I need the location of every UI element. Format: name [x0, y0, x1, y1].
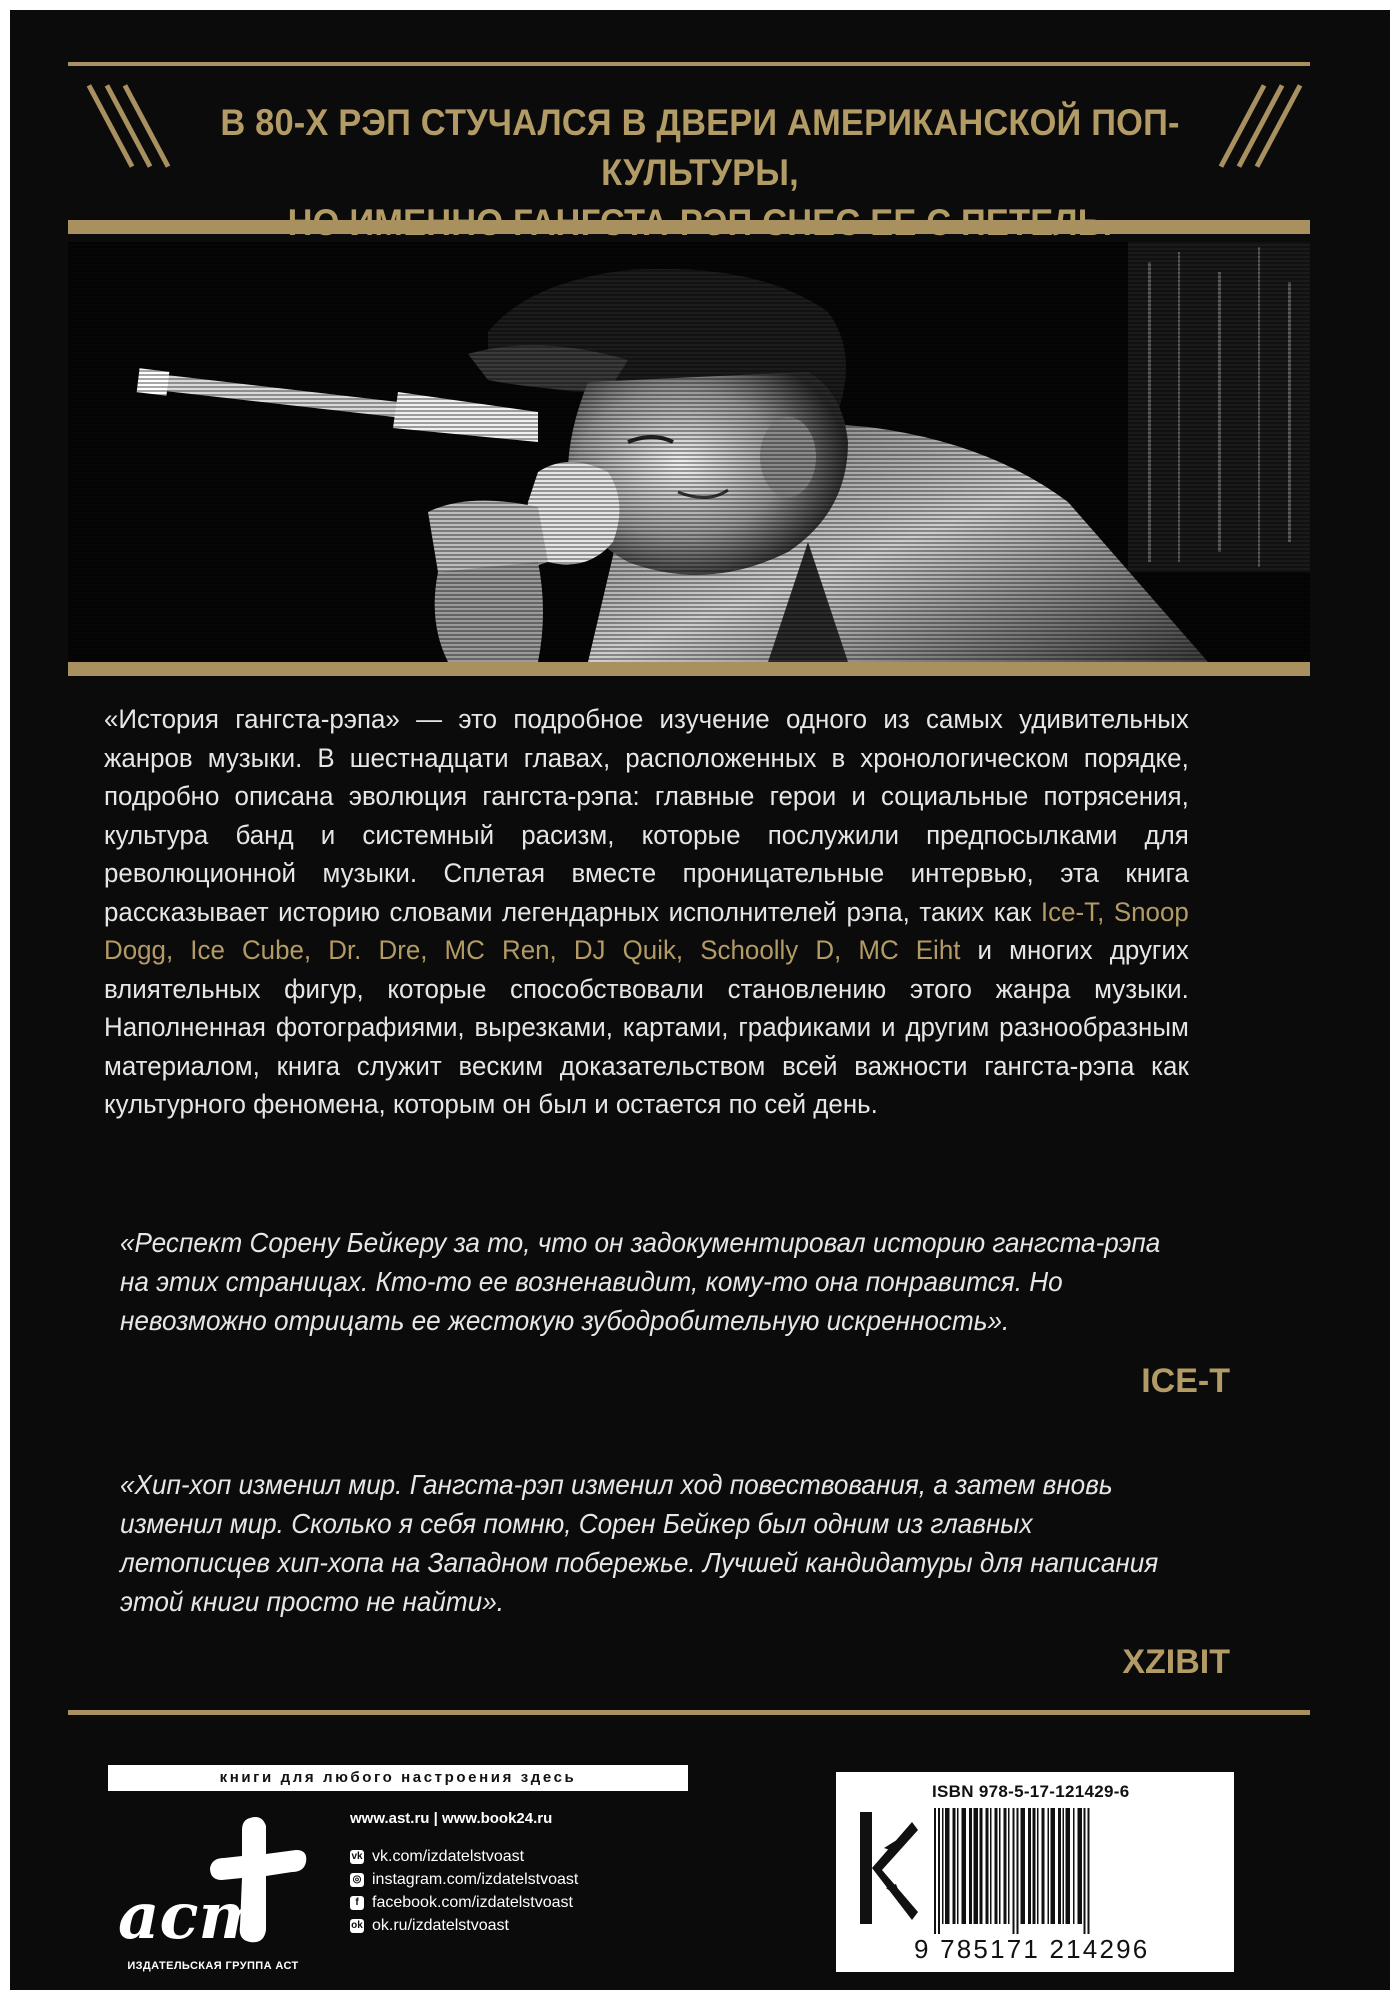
- isbn-number: ISBN 978-5-17-121429-6: [932, 1782, 1130, 1801]
- barcode-bar: [1004, 1808, 1007, 1924]
- barcode-bar: [1033, 1808, 1036, 1924]
- description-part-1: «История гангста-рэпа» — это подробное изучение одного из самых удивительных жанров музыки. В шестнадцати главах, расположенных в хронологическом порядке, подробно описана эволюция гангста-рэпа: главные герои и социальные потрясения, культура банд и системный расизм, которые послужили предпосылками для революционной музыки. Сплетая вместе проницательные интервью, эта книга рассказывает историю словами легендарных исполнителей рэпа, таких как: [104, 704, 1189, 927]
- barcode-bar: [1078, 1808, 1083, 1924]
- barcode-bar: [995, 1808, 998, 1924]
- social-link-instagram[interactable]: [350, 1868, 578, 1891]
- rapper-photo-illustration: [68, 242, 1310, 662]
- facebook-icon: f: [350, 1896, 364, 1910]
- description-part-2: и многих других влиятельных фигур, которые способствовали становлению этого жанра музыки. Наполненная фотографиями, вырезками, картами, графиками и другим разнообразным материалом, книга служит веским доказательством всей важности гангста-рэпа как культурного феномена, которым он был и остается по сей день.: [104, 935, 1189, 1119]
- publisher-name: ИЗДАТЕЛЬСКАЯ ГРУППА АСТ: [127, 1960, 299, 1972]
- barcode-bar: [957, 1808, 959, 1924]
- publisher-websites[interactable]: www.ast.ru | www.book24.ru: [350, 1810, 553, 1827]
- barcode-guard-bar: [1013, 1808, 1015, 1934]
- publisher-tagline: книги для любого настроения здесь: [108, 1765, 688, 1791]
- barcode-bar: [1048, 1808, 1050, 1924]
- barcode-bar: [1063, 1808, 1065, 1924]
- social-link-label: ok.ru/izdatelstvoast: [372, 1916, 509, 1934]
- k-publisher-logo: [856, 1808, 922, 1928]
- barcode-bar: [1028, 1808, 1031, 1924]
- barcode-guard-bar: [934, 1808, 936, 1934]
- quote-author-xzibit: XZIBIT: [1122, 1643, 1230, 1681]
- barcode-bar: [986, 1808, 989, 1924]
- instagram-icon: ◎: [350, 1873, 364, 1887]
- ast-logo: [110, 1810, 320, 1950]
- barcode-bar: [1008, 1808, 1010, 1924]
- barcode-guard-bar: [1017, 1808, 1019, 1934]
- barcode-bar: [1058, 1808, 1061, 1924]
- quote-author-ice-t: ICE-T: [1141, 1362, 1230, 1400]
- barcode-guard-bar: [938, 1808, 940, 1934]
- social-link-vk[interactable]: [350, 1845, 578, 1868]
- barcode-bar: [1051, 1808, 1056, 1924]
- barcode-bar: [980, 1808, 983, 1924]
- vk-icon: vk: [351, 1850, 363, 1862]
- social-link-label: instagram.com/izdatelstvoast: [372, 1870, 579, 1888]
- book-back-cover: [10, 10, 1390, 1990]
- barcode-bar: [1073, 1808, 1075, 1924]
- barcode-bar: [999, 1808, 1001, 1924]
- barcode-bar: [969, 1808, 972, 1924]
- barcode-digits: 9 785171 214296: [914, 1934, 1150, 1964]
- barcode-bar: [1042, 1808, 1045, 1924]
- book-description: [104, 700, 1189, 1124]
- description-artists: Ice-T, Snoop Dogg, Ice Cube, Dr. Dre, MC Ren, DJ Quik, Schoolly D, MC Eiht: [104, 896, 1189, 965]
- barcode-bar: [945, 1808, 950, 1924]
- barcode-bar: [1021, 1808, 1026, 1924]
- barcode-bar: [942, 1808, 944, 1924]
- barcode-bar: [962, 1808, 967, 1924]
- barcode-guard-bar: [1084, 1808, 1086, 1934]
- barcode-bar: [953, 1808, 956, 1924]
- barcode-guard-bar: [1088, 1808, 1090, 1934]
- social-link-label: facebook.com/izdatelstvoast: [372, 1893, 573, 1911]
- barcode-bars: [930, 1808, 1220, 1934]
- rapper-photo: [68, 242, 1310, 662]
- barcode-bar: [990, 1808, 992, 1924]
- barcode-bar: [1066, 1808, 1071, 1924]
- banner-bottom-gold-rule: [68, 220, 1310, 234]
- quote-xzibit: «Хип-хоп изменил мир. Гангста-рэп изменил ход повествования, а затем вновь изменил мир. Сколько я себя помню, Сорен Бейкер был одним из главных летописцев хип-хопа на Западном побережье. Лучшей кандидатуры для написания этой книги просто не найти».: [120, 1469, 1159, 1617]
- isbn-barcode-panel: [836, 1772, 1234, 1972]
- top-gold-rule: [68, 62, 1310, 66]
- social-link-facebook[interactable]: [350, 1891, 578, 1914]
- barcode-bar: [1037, 1808, 1039, 1924]
- odnoklassniki-icon: ok: [351, 1919, 363, 1931]
- social-link-label: vk.com/izdatelstvoast: [372, 1847, 525, 1865]
- ast-logo-text: аст: [118, 1879, 267, 1950]
- banner-line-1: В 80-Х РЭП СТУЧАЛСЯ В ДВЕРИ АМЕРИКАНСКОЙ ПОП-КУЛЬТУРЫ,: [220, 102, 1180, 193]
- publisher-links: [350, 1810, 578, 1937]
- footer-top-gold-rule: [68, 1710, 1310, 1715]
- barcode-bar: [974, 1808, 979, 1924]
- photo-bottom-gold-rule: [68, 662, 1310, 676]
- quote-ice-t: «Респект Сорену Бейкеру за то, что он задокументировал историю гангста-рэпа на этих страницах. Кто-то ее возненавидит, кому-то она понравится. Но невозможно отрицать ее жестокую зубодробительную искренность».: [120, 1227, 1161, 1336]
- social-link-odnoklassniki[interactable]: [350, 1914, 578, 1937]
